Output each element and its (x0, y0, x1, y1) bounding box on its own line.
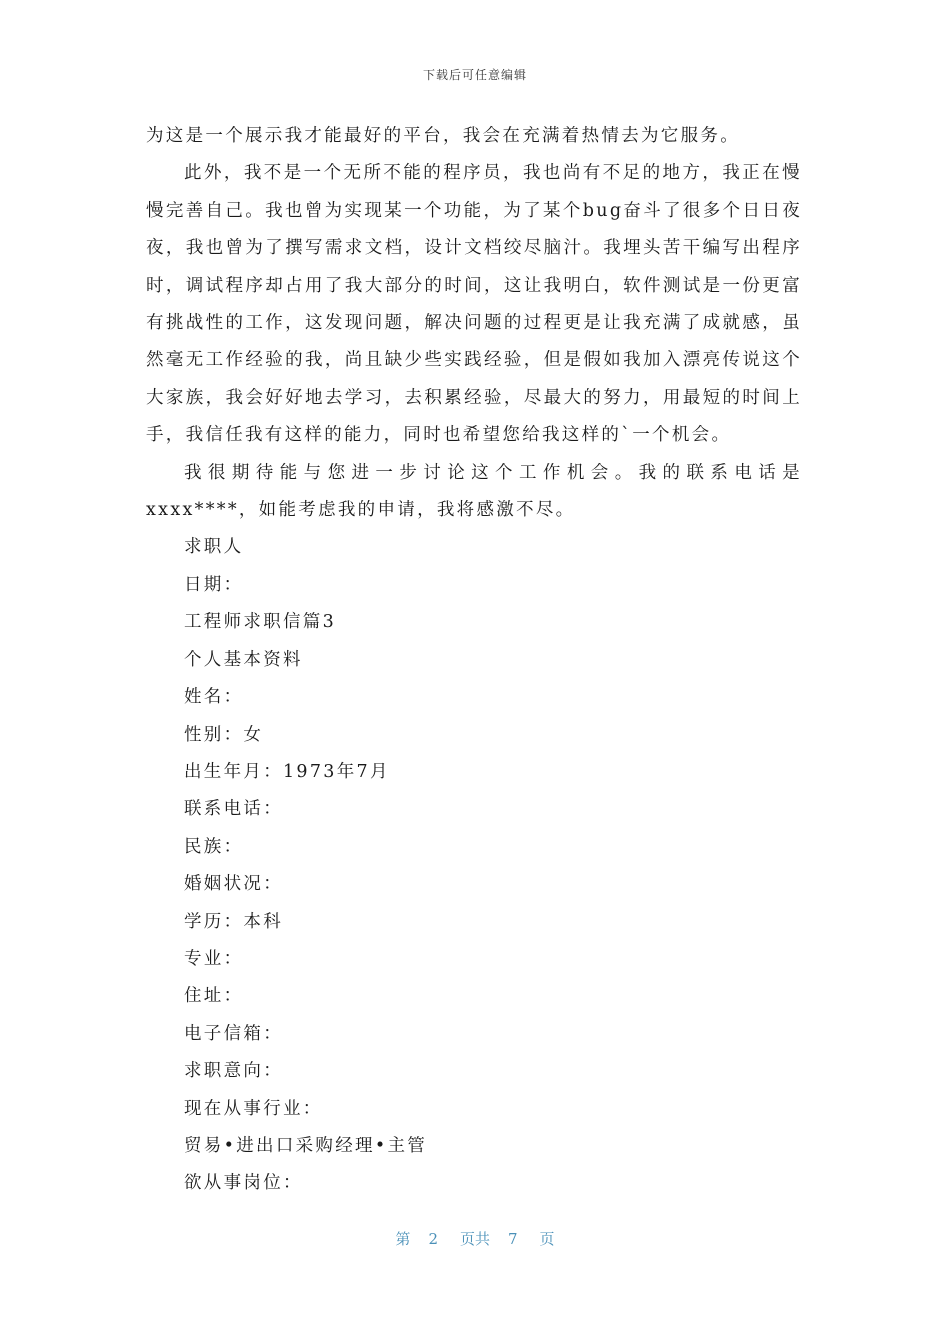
field-email: 电子信箱： (184, 1023, 283, 1044)
signature-date: 日期： (184, 574, 244, 595)
field-birth: 出生年月：1973年7月 (184, 761, 390, 782)
page-header: 下载后可任意编辑 (422, 68, 527, 82)
signature-applicant: 求职人 (184, 537, 244, 558)
field-major: 专业： (184, 948, 244, 969)
section-title: 工程师求职信篇3 (184, 612, 337, 633)
document-body (146, 118, 802, 1203)
field-current-industry: 现在从事行业： (184, 1098, 323, 1119)
footer-page-number: 2 (428, 1230, 438, 1248)
field-address: 住址： (184, 986, 244, 1007)
field-education: 学历：本科 (184, 911, 283, 932)
page-footer (0, 1228, 950, 1249)
footer-total-label: 页共 (459, 1230, 490, 1248)
field-job-intention: 求职意向： (184, 1061, 283, 1082)
field-gender: 性别：女 (184, 724, 264, 745)
field-desired-position: 欲从事岗位： (184, 1173, 303, 1194)
field-ethnicity: 民族： (184, 836, 244, 857)
footer-page-label: 第 (395, 1230, 411, 1248)
field-marital-status: 婚姻状况： (184, 874, 283, 895)
footer-total-pages: 7 (508, 1230, 518, 1248)
field-phone: 联系电话： (184, 799, 283, 820)
paragraph-contact: 我很期待能与您进一步讨论这个工作机会。我的联系电话是xxxx****，如能考虑我的申请，我将感激不尽。 (146, 462, 802, 521)
field-industry-value: 贸易•进出口采购经理•主管 (184, 1135, 428, 1156)
paragraph-shortcomings: 此外，我不是一个无所不能的程序员，我也尚有不足的地方，我正在慢慢完善自己。我也曾为实现某一个功能，为了某个bug奋斗了很多个日日夜夜，我也曾为了撰写需求文档，设计文档绞尽脑汁。我埋头苦干编写出程序时，调试程序却占用了我大部分的时间，这让我明白，软件测试是一份更富有挑战性的工作，这发现问题，解决问题的过程更是让我充满了成就感，虽然毫无工作经验的我，尚且缺少些实践经验，但是假如我加入漂亮传说这个大家族，我会好好地去学习，去积累经验，尽最大的努力，用最短的时间上手，我信任我有这样的能力，同时也希望您给我这样的`一个机会。 (146, 163, 802, 446)
paragraph-continuation: 为这是一个展示我才能最好的平台，我会在充满着热情去为它服务。 (146, 126, 740, 146)
section-subtitle: 个人基本资料 (184, 649, 303, 670)
field-name: 姓名： (184, 687, 244, 708)
footer-page-suffix: 页 (539, 1230, 555, 1248)
